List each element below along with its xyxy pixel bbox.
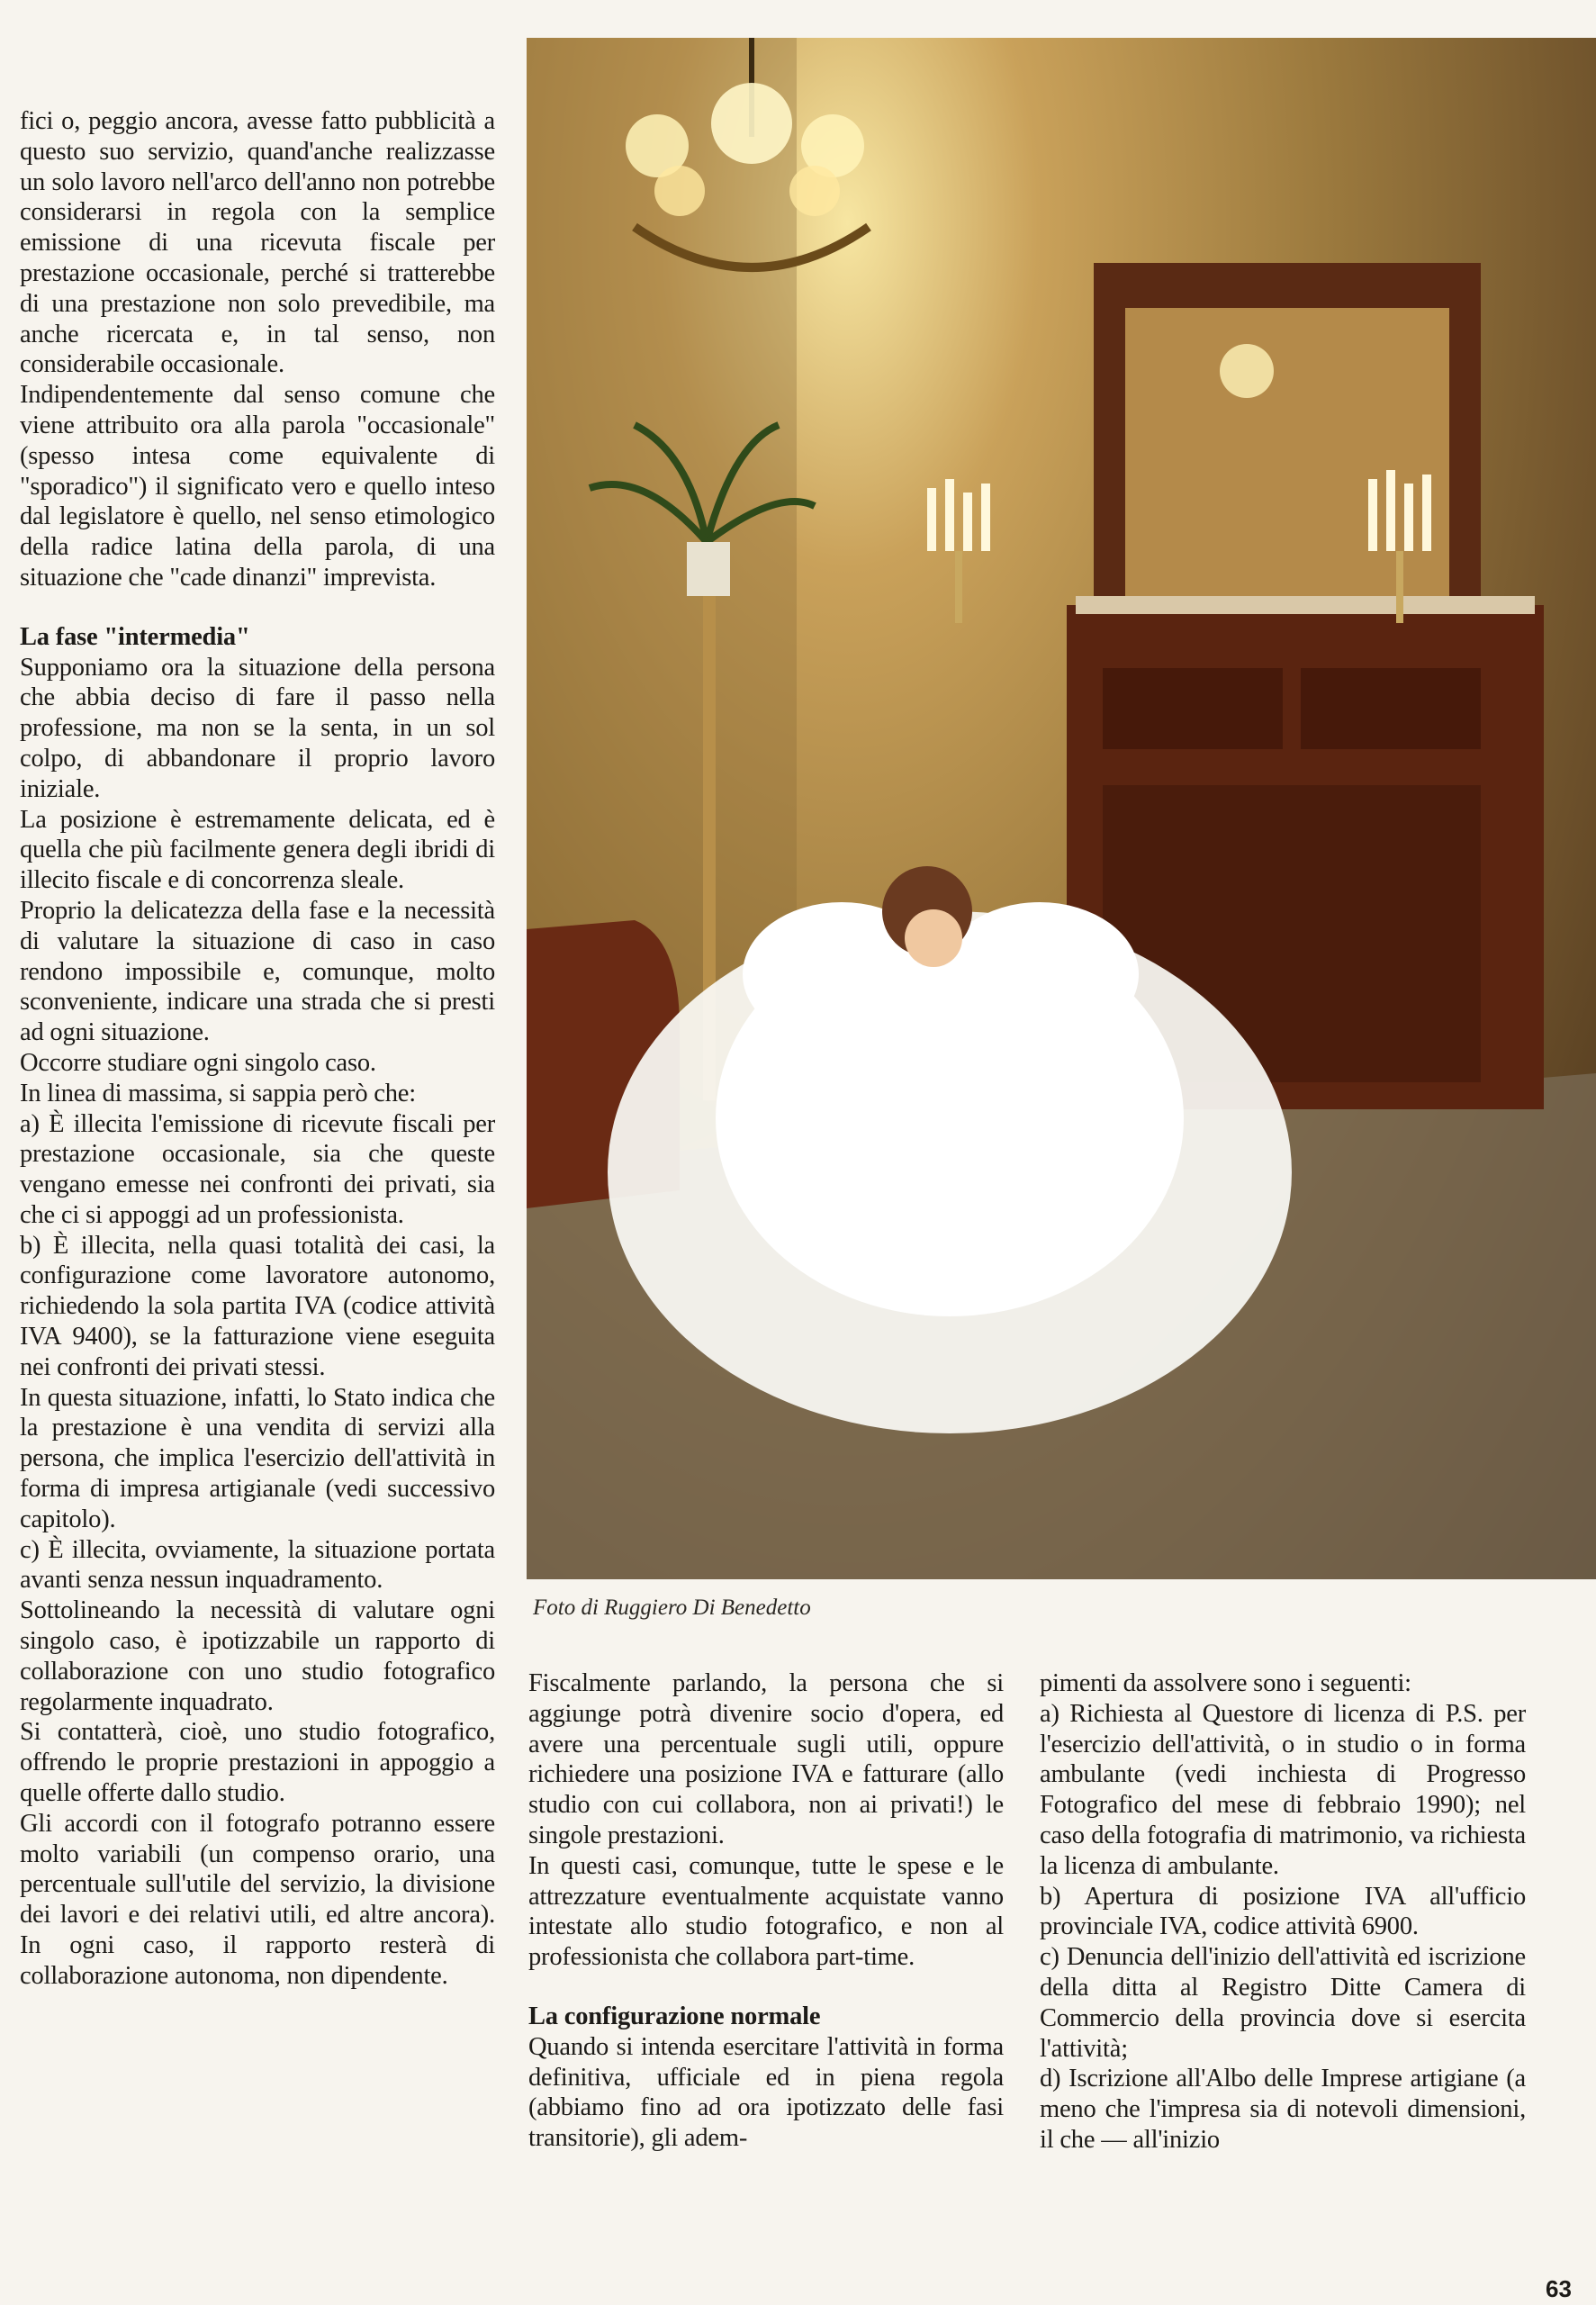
paragraph: Indipendentemente dal senso comune che viene attribuito ora alla parola "occasionale" (spesso intesa come equivalente di "sporadico") il significato vero e quello inteso dal legislatore è quello, nel senso etimologico della radice latina della parola, di una situazione che "cade dinanzi" imprevista.	[20, 381, 495, 592]
paragraph: In questi casi, comunque, tutte le spese e le attrezzature eventualmente acquistate vanno intestate allo studio fotografico, e non al professionista che collabora part-time.	[528, 1851, 1004, 1972]
paragraph: Si contatterà, cioè, uno studio fotografico, offrendo le proprie prestazioni in appoggio a quelle offerte dallo studio.	[20, 1718, 495, 1808]
left-text-column	[20, 106, 495, 1992]
paragraph: Occorre studiare ogni singolo caso.	[20, 1048, 376, 1077]
paragraph: d) Iscrizione all'Albo delle Imprese artigiane (a meno che l'impresa sia di notevoli dimensioni, il che — all'inizio	[1040, 2065, 1526, 2154]
right-text-column	[1040, 1668, 1526, 2156]
paragraph: c) Denuncia dell'inizio dell'attività ed iscrizione della ditta al Registro Ditte Camera di Commercio della provincia dove si esercita l'attività;	[1040, 1943, 1526, 2063]
paragraph: Gli accordi con il fotografo potranno essere molto variabili (un compenso orario, una percentuale sull'utile del servizio, la divisione dei lavori e dei relativi utili, ed altre ancora). In ogni caso, il rapporto resterà di collaborazione autonoma, non dipendente.	[20, 1809, 495, 1990]
paragraph: La posizione è estremamente delicata, ed è quella che più facilmente genera degli ibridi di illecito fiscale e di concorrenza sleale.	[20, 805, 495, 895]
bride-photograph	[527, 38, 1596, 1579]
paragraph: Proprio la delicatezza della fase e la necessità di valutare la situazione di caso in caso rendono impossibile e, comunque, molto sconveniente, indicare una strada che si presti ad ogni situazione.	[20, 896, 495, 1047]
section-heading: La configurazione normale	[528, 2002, 821, 2030]
photo-caption: Foto di Ruggiero Di Benedetto	[533, 1595, 811, 1620]
paragraph: b) È illecita, nella quasi totalità dei casi, la configurazione come lavoratore autonomo, richiedendo la sola partita IVA (codice attività IVA 9400), se la fatturazione viene eseguita nei confronti dei privati stessi.	[20, 1231, 495, 1381]
paragraph: In questa situazione, infatti, lo Stato indica che la prestazione è una vendita di servizi alla persona, che implica l'esercizio dell'attività in forma di impresa artigianale (vedi successivo capitolo).	[20, 1383, 495, 1533]
section-heading: La fase "intermedia"	[20, 622, 250, 651]
middle-text-column	[528, 1668, 1004, 2154]
paragraph: Fiscalmente parlando, la persona che si aggiunge potrà divenire socio d'opera, ed avere una percentuale sugli utili, oppure richiedere una posizione IVA e fatturare (allo studio con cui collabora, non ai privati!) le singole prestazioni.	[528, 1669, 1004, 1849]
paragraph: Quando si intenda esercitare l'attività in forma definitiva, ufficiale ed in piena regola (abbiamo fino ad ora ipotizzato delle fasi transitorie), gli adem-	[528, 2032, 1004, 2153]
paragraph: Supponiamo ora la situazione della persona che abbia deciso di fare il passo nella professione, ma non se la senta, in un sol colpo, di abbandonare il proprio lavoro iniziale.	[20, 653, 495, 803]
paragraph: a) È illecita l'emissione di ricevute fiscali per prestazione occasionale, sia che queste vengano emesse nei confronti dei privati, sia che ci si appoggi ad un professionista.	[20, 1109, 495, 1229]
paragraph: c) È illecita, ovviamente, la situazione portata avanti senza nessun inquadramento.	[20, 1535, 495, 1595]
photo-illustration	[527, 38, 1596, 1579]
paragraph: pimenti da assolvere sono i seguenti:	[1040, 1669, 1411, 1697]
paragraph: fici o, peggio ancora, avesse fatto pubblicità a questo suo servizio, quand'anche realizzasse un solo lavoro nell'arco dell'anno non potrebbe considerarsi in regola con la semplice emissione di una ricevuta fiscale per prestazione occasionale, perché si tratterebbe di una prestazione non solo prevedibile, ma anche ricercata e, in tal senso, non considerabile occasionale.	[20, 107, 495, 379]
paragraph: Sottolineando la necessità di valutare ogni singolo caso, è ipotizzabile un rapporto di collaborazione con uno studio fotografico regolarmente inquadrato.	[20, 1596, 495, 1716]
paragraph: b) Apertura di posizione IVA all'ufficio provinciale IVA, codice attività 6900.	[1040, 1882, 1526, 1941]
paragraph: a) Richiesta al Questore di licenza di P.S. per l'esercizio dell'attività, o in studio o in forma ambulante (vedi inchiesta di Progresso Fotografico del mese di febbraio 1990); nel caso della fotografia di matrimonio, va richiesta la licenza di ambulante.	[1040, 1699, 1526, 1880]
page-number: 63	[1546, 2275, 1572, 2302]
paragraph: In linea di massima, si sappia però che:	[20, 1079, 416, 1107]
